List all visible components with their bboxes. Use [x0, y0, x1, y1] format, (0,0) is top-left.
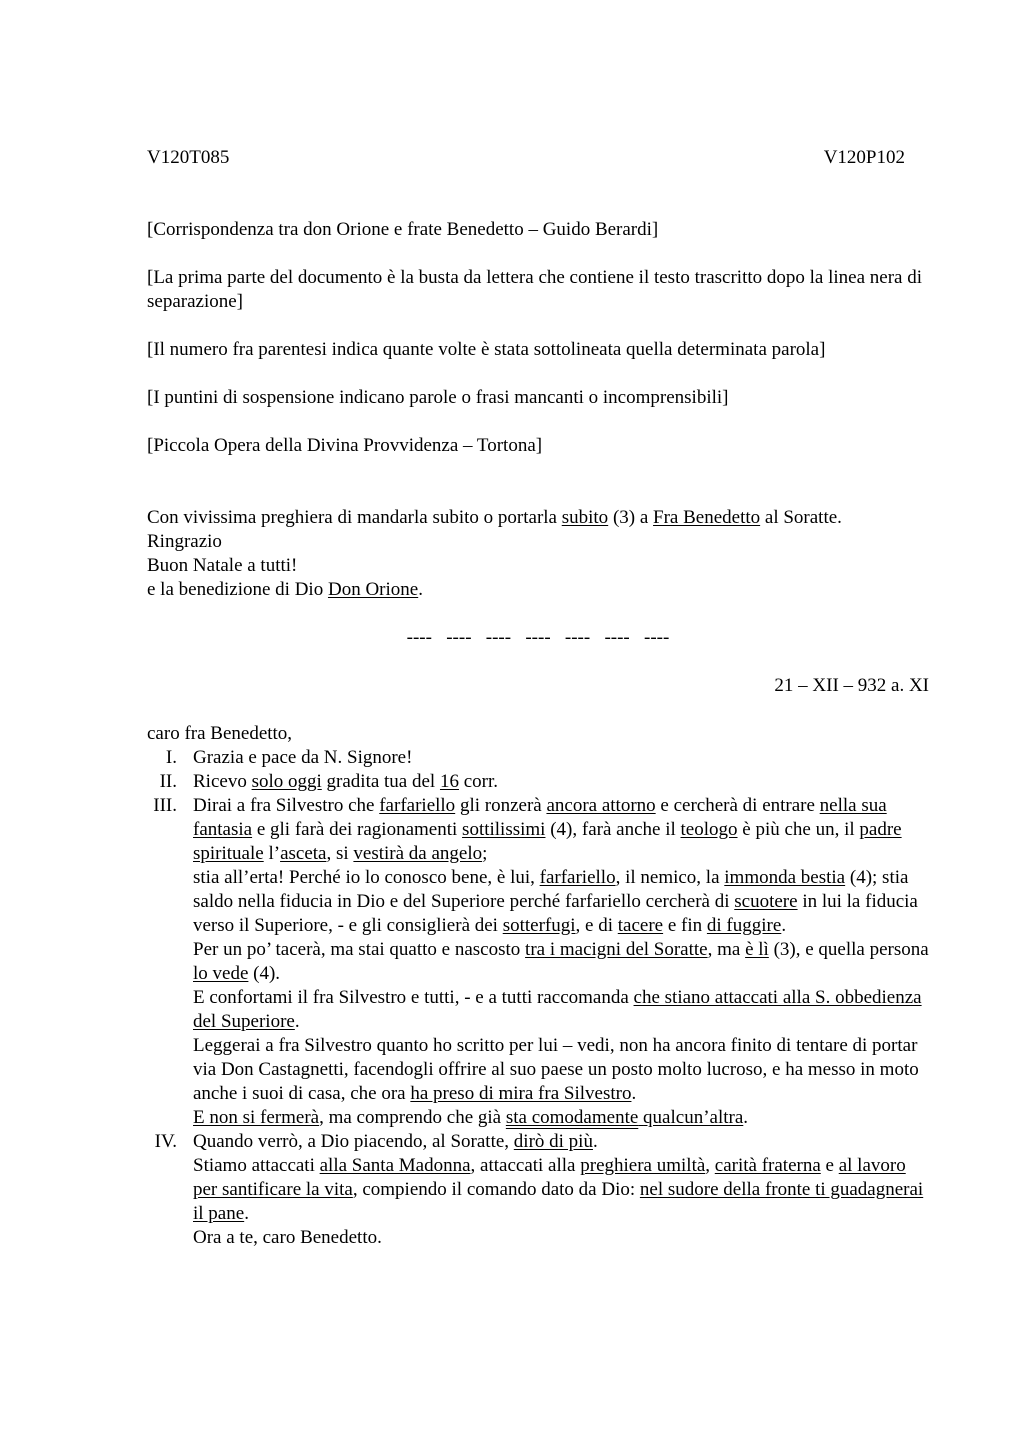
item-3-para-5: Leggerai a fra Silvestro quanto ho scritto per lui – vedi, non ha ancora finito di tentare di portar via Don Castagnetti, facendogli offrire al suo paese un posto molto lucroso, e ha messo in moto anche i suoi di casa, che ora ha preso di mira fra Silvestro.	[193, 1035, 919, 1104]
item-1: I. Grazia e pace da N. Signore!	[165, 747, 413, 768]
envelope-line-1: Con vivissima preghiera di mandarla subito o portarla subito (3) a Fra Benedetto al Soratte.	[147, 507, 842, 528]
item-4-para-2: Stiamo attaccati alla Santa Madonna, attaccati alla preghiera umiltà, carità fraterna e al lavoro per santificare la vita, compiendo il comando dato da Dio: nel sudore della fronte ti guadagnerai il pane.	[193, 1155, 924, 1224]
item-2: II. Ricevo solo oggi gradita tua del 16 corr.	[159, 771, 499, 792]
salutation: caro fra Benedetto,	[147, 723, 293, 744]
item-3-para-1: Dirai a fra Silvestro che farfariello gli ronzerà ancora attorno e cercherà di entrare nella sua fantasia e gli farà dei ragionamenti sottilissimi (4), farà anche il teologo è più che un, il padre spirituale l’asceta, si vestirà da angelo;	[193, 795, 902, 864]
note-ellipsis: [I puntini di sospensione indicano parole o frasi mancanti o incomprensibili]	[147, 387, 729, 408]
item-3-para-2: stia all’erta! Perché io lo conosco bene, è lui, farfariello, il nemico, la immonda bestia (4); stia saldo nella fiducia in Dio e del Superiore perché farfariello cercherà di scuotere in lui la fiducia verso il Superiore, - e gli consiglierà dei sotterfugi, e di tacere e fin di fuggire.	[193, 867, 918, 936]
right-code: V120P102	[823, 147, 905, 168]
envelope-line-3: Buon Natale a tutti!	[147, 555, 298, 576]
note-organization: [Piccola Opera della Divina Provvidenza – Tortona]	[147, 435, 543, 456]
left-code: V120T085	[147, 147, 230, 168]
note-correspondence: [Corrispondenza tra don Orione e frate Benedetto – Guido Berardi]	[147, 219, 659, 240]
item-3: III. Dirai a fra Silvestro che farfariello gli ronzerà ancora attorno e cercherà di entrare nella sua fantasia e gli farà dei ragionamenti sottilissimi (4), farà anche il teologo è più che un, il padre spirituale l’asceta, si vestirà da angelo; stia all’erta! Perché io lo conosco bene, è lui, farfariello, il nemico, la immonda bestia (4); stia saldo nella fiducia in Dio e del Superiore perché farfariello cercherà di scuotere in lui la fiducia verso il Superiore, - e gli consiglierà dei sotterfugi, e di tacere e fin di fuggire. Per un po’ tacerà, ma stai quatto e nascosto tra i macigni del Soratte, ma è lì (3), e quella persona lo vede (4). E confortami il fra Silvestro e tutti, - e a tutti raccomanda che stiano attaccati alla S. obbedienza del Superiore. Leggerai a fra Silvestro quanto ho scritto per lui – vedi, non ha ancora finito di tentare di portar via Don Castagnetti, facendogli offrire al suo paese un posto molto lucroso, e ha messo in moto anche i suoi di casa, che ora ha preso di mira fra Silvestro. E non si fermerà, ma comprendo che già sta comodamente qualcun’altra.	[153, 795, 929, 1128]
envelope-text	[147, 506, 929, 602]
item-3-para-4: E confortami il fra Silvestro e tutti, - e a tutti raccomanda che stiano attaccati alla S. obbedienza del Superiore.	[193, 987, 922, 1032]
item-4-para-3: Ora a te, caro Benedetto.	[193, 1227, 382, 1248]
item-4-para-1: Quando verrò, a Dio piacendo, al Soratte, dirò di più.	[193, 1131, 598, 1152]
separator-line: ---- ---- ---- ---- ---- ---- ----	[406, 627, 670, 648]
item-4: IV. Quando verrò, a Dio piacendo, al Soratte, dirò di più. Stiamo attaccati alla Santa Madonna, attaccati alla preghiera umiltà, carità fraterna e al lavoro per santificare la vita, compiendo il comando dato da Dio: nel sudore della fronte ti guadagnerai il pane. Ora a te, caro Benedetto.	[193, 1130, 929, 1250]
document-codes	[147, 146, 929, 170]
letter-items	[147, 746, 929, 1250]
letter-page	[147, 146, 929, 1250]
note-parentheses: [Il numero fra parentesi indica quante volte è stata sottolineata quella determinata parola]	[147, 339, 826, 360]
envelope-line-4: e la benedizione di Dio Don Orione.	[147, 579, 423, 600]
item-3-para-3: Per un po’ tacerà, ma stai quatto e nascosto tra i macigni del Soratte, ma è lì (3), e quella persona lo vede (4).	[193, 939, 929, 984]
item-3-para-6: E non si fermerà, ma comprendo che già sta comodamente qualcun’altra.	[193, 1107, 749, 1128]
note-envelope: [La prima parte del documento è la busta da lettera che contiene il testo trascritto dopo la linea nera di separazione]	[147, 267, 922, 312]
envelope-line-2: Ringrazio	[147, 531, 222, 552]
letter-date: 21 – XII – 932 a. XI	[774, 675, 929, 696]
